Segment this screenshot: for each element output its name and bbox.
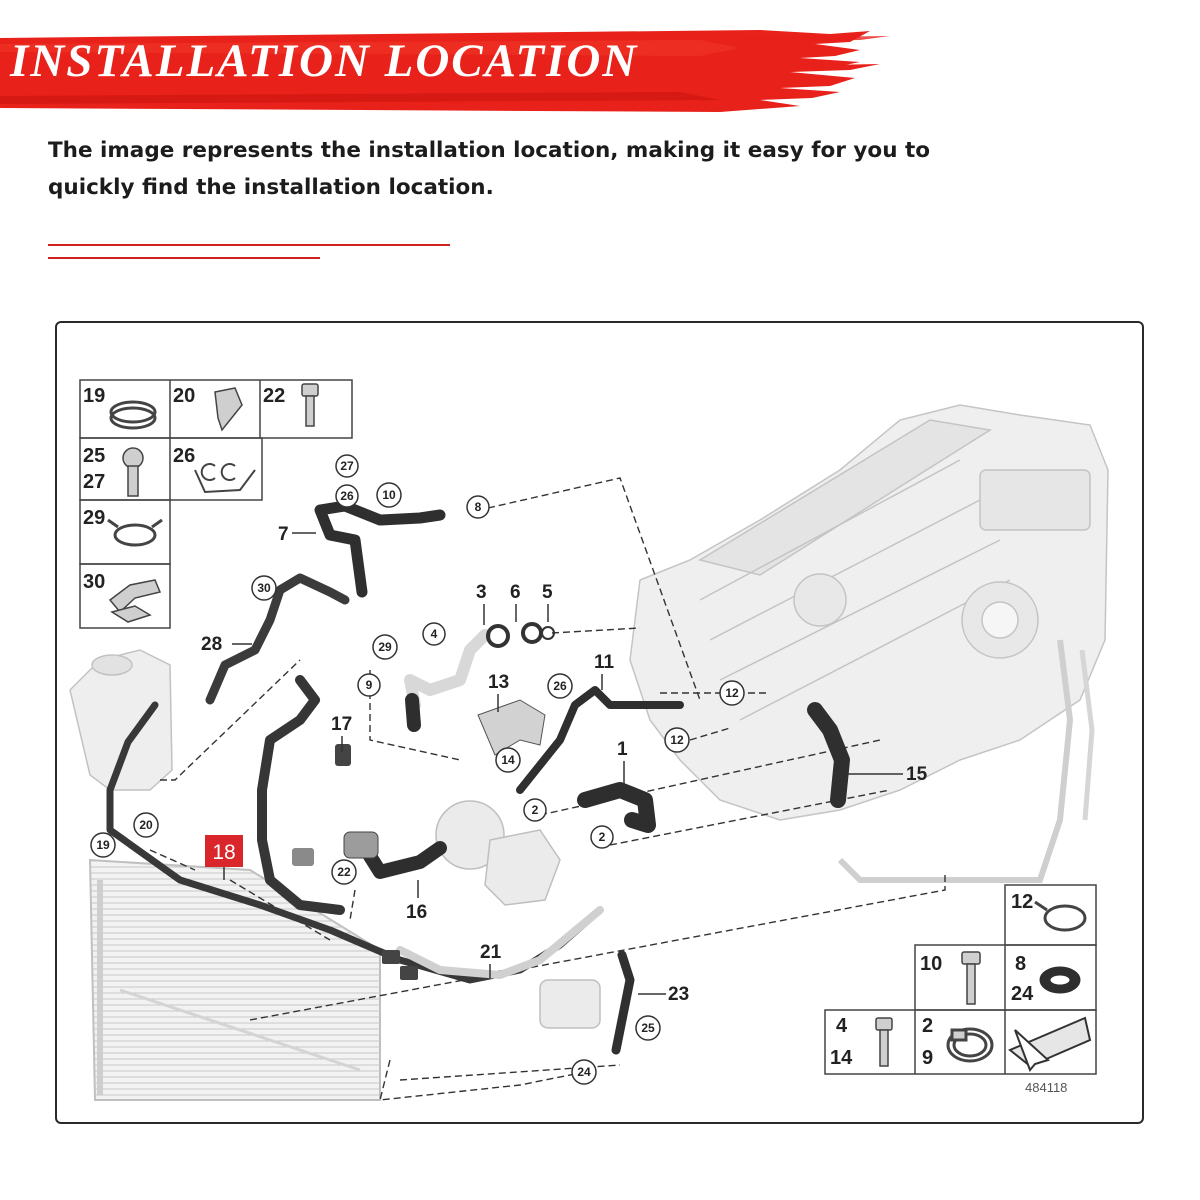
part-label-28: 28 bbox=[201, 634, 223, 655]
hose-clamp-icon bbox=[111, 402, 155, 428]
legend-label-25-27: 25 27 bbox=[83, 445, 106, 493]
bolt-icon-br bbox=[962, 952, 980, 1004]
svg-text:18: 18 bbox=[212, 841, 236, 864]
legend-label-2-9: 2 9 bbox=[922, 1015, 934, 1069]
callout-14 bbox=[496, 748, 520, 772]
callout-29 bbox=[373, 635, 397, 659]
svg-text:27: 27 bbox=[340, 459, 354, 473]
hose-23 bbox=[616, 955, 630, 1050]
description-text: The image represents the installation location, making it easy for you to quickly find the installation location. bbox=[48, 138, 931, 200]
callout-24 bbox=[572, 1060, 596, 1084]
svg-text:22: 22 bbox=[337, 865, 351, 879]
callout-2b bbox=[591, 826, 613, 848]
part-label-5: 5 bbox=[542, 582, 553, 603]
legend-bottom-right bbox=[825, 885, 1096, 1074]
svg-text:9: 9 bbox=[365, 678, 373, 692]
hose-7 bbox=[320, 506, 440, 592]
worm-clamp-icon bbox=[948, 1029, 992, 1061]
svg-text:12: 12 bbox=[725, 686, 739, 700]
svg-text:4: 4 bbox=[430, 627, 438, 641]
spring-clamp-icon bbox=[108, 520, 162, 545]
hose-11 bbox=[520, 690, 680, 790]
part-label-6: 6 bbox=[510, 582, 521, 603]
svg-text:24: 24 bbox=[577, 1065, 591, 1079]
part-label-11: 11 bbox=[594, 652, 615, 673]
legend-label-22: 22 bbox=[263, 385, 286, 407]
legend-label-30: 30 bbox=[83, 571, 106, 593]
hose-16 bbox=[262, 680, 340, 910]
bolt-icon bbox=[302, 384, 318, 426]
callout-8 bbox=[467, 496, 489, 518]
callout-4 bbox=[423, 623, 445, 645]
legend-label-12: 12 bbox=[1011, 891, 1034, 913]
part-label-17: 17 bbox=[331, 714, 353, 735]
arrow-plate-icon bbox=[1010, 1018, 1090, 1070]
banner-title: INSTALLATION LOCATION bbox=[10, 35, 639, 87]
callout-27 bbox=[336, 455, 358, 477]
svg-text:2: 2 bbox=[531, 803, 539, 817]
svg-text:25: 25 bbox=[641, 1021, 655, 1035]
legend-label-26: 26 bbox=[173, 445, 196, 467]
svg-text:2: 2 bbox=[598, 830, 606, 844]
svg-text:20: 20 bbox=[139, 818, 153, 832]
spring-clamp-icon-br bbox=[1035, 902, 1085, 930]
callout-26b bbox=[548, 674, 572, 698]
legend-label-20: 20 bbox=[173, 385, 196, 407]
part-label-13: 13 bbox=[488, 672, 510, 693]
callout-19 bbox=[91, 833, 115, 857]
svg-text:19: 19 bbox=[96, 838, 110, 852]
hose-3-end bbox=[412, 700, 414, 725]
engine-block bbox=[630, 405, 1108, 880]
legend-top-left bbox=[80, 380, 352, 628]
callout-10 bbox=[377, 483, 401, 507]
legend-label-29: 29 bbox=[83, 507, 106, 529]
svg-text:26: 26 bbox=[340, 489, 354, 503]
part-label-7: 7 bbox=[278, 524, 289, 545]
svg-text:12: 12 bbox=[670, 733, 684, 747]
screw-icon bbox=[123, 448, 143, 496]
callout-22 bbox=[332, 860, 356, 884]
legend-label-4-14: 4 14 bbox=[830, 1015, 853, 1069]
callout-12b bbox=[665, 728, 689, 752]
legend-label-8-24: 8 24 bbox=[1011, 953, 1034, 1005]
callout-20 bbox=[134, 813, 158, 837]
hex-bolt-icon bbox=[876, 1018, 892, 1066]
part-label-1: 1 bbox=[617, 739, 628, 760]
svg-text:29: 29 bbox=[378, 640, 392, 654]
callout-26a bbox=[336, 485, 358, 507]
half-clip-icon bbox=[110, 580, 160, 622]
svg-text:26: 26 bbox=[553, 679, 567, 693]
part-label-15: 15 bbox=[906, 764, 928, 785]
legend-label-10: 10 bbox=[920, 953, 943, 975]
diagram-number: 484118 bbox=[1025, 1080, 1068, 1095]
part-label-3: 3 bbox=[476, 582, 487, 603]
callout-30 bbox=[252, 576, 276, 600]
svg-text:8: 8 bbox=[474, 500, 482, 514]
hose-1 bbox=[585, 790, 648, 825]
svg-text:30: 30 bbox=[257, 581, 271, 595]
callout-2a bbox=[524, 799, 546, 821]
callout-25 bbox=[636, 1016, 660, 1040]
part-label-21: 21 bbox=[480, 942, 502, 963]
part-label-16: 16 bbox=[406, 902, 428, 923]
hose-holder-icon bbox=[195, 464, 255, 492]
svg-text:14: 14 bbox=[501, 753, 515, 767]
legend-label-19: 19 bbox=[83, 385, 106, 407]
hose-3 bbox=[410, 635, 485, 705]
svg-text:10: 10 bbox=[382, 488, 396, 502]
gasket-ring-icon bbox=[1040, 967, 1080, 993]
callout-12a bbox=[720, 681, 744, 705]
part-label-23: 23 bbox=[668, 984, 690, 1005]
callout-9 bbox=[358, 674, 380, 696]
pump-housing bbox=[436, 801, 600, 1028]
clip-icon bbox=[215, 388, 242, 430]
